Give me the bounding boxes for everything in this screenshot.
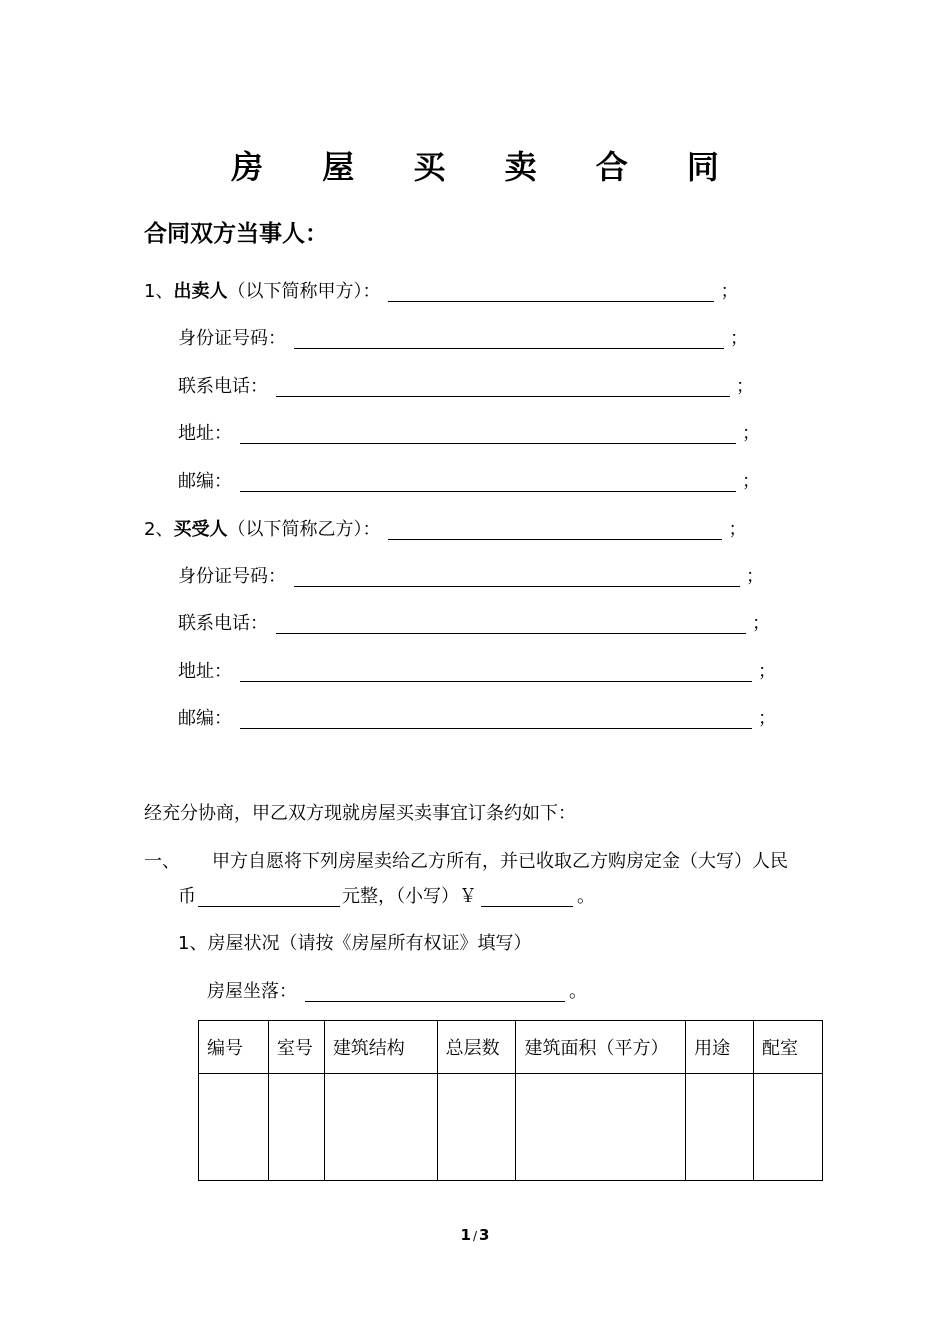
house-location-label: 房屋坐落： <box>207 981 297 1002</box>
table-cell[interactable] <box>437 1074 516 1181</box>
buyer-address-label: 地址： <box>178 661 232 682</box>
table-header-row <box>199 1021 823 1074</box>
house-location-blank[interactable] <box>305 979 565 1002</box>
buyer-phone-label: 联系电话： <box>178 613 268 634</box>
seller-address-label: 地址： <box>178 423 232 444</box>
clause1-text-start: 币 <box>178 886 196 907</box>
document-title: 房 屋 买 卖 合 同 <box>231 148 743 186</box>
buyer-phone-blank[interactable] <box>276 611 746 634</box>
buyer-id-blank[interactable] <box>294 564 740 587</box>
seller-role: 出卖人 <box>173 281 228 302</box>
page-separator: / <box>472 1229 478 1243</box>
table-cell[interactable] <box>199 1074 269 1181</box>
seller-id-label: 身份证号码： <box>178 328 286 349</box>
agreement-intro <box>144 800 576 828</box>
line-end: ； <box>736 376 754 397</box>
table-cell[interactable] <box>686 1074 754 1181</box>
seller-postcode-blank[interactable] <box>240 469 736 492</box>
seller-postcode-label: 邮编： <box>178 471 232 492</box>
table-header-cell: 总层数 <box>437 1021 516 1074</box>
page-number <box>0 1226 950 1244</box>
buyer-postcode-blank[interactable] <box>240 706 752 729</box>
seller-address-blank[interactable] <box>240 421 736 444</box>
buyer-name-blank[interactable] <box>388 517 722 540</box>
seller-postcode-line <box>178 468 760 496</box>
buyer-id-line <box>178 563 764 591</box>
house-info-table <box>198 1020 823 1181</box>
seller-id-blank[interactable] <box>294 326 724 349</box>
seller-role-note: （以下简称甲方）： <box>227 281 381 302</box>
house-status-heading <box>178 930 531 958</box>
clause1-line1 <box>144 848 788 876</box>
line-end: ； <box>728 519 747 540</box>
line-end: ； <box>730 328 748 349</box>
deposit-capital-blank[interactable] <box>198 884 340 907</box>
buyer-name-line <box>144 516 746 544</box>
seller-phone-label: 联系电话： <box>178 376 268 397</box>
house-location-line <box>207 978 587 1006</box>
seller-phone-line <box>178 373 754 401</box>
clause1-text-end: 。 <box>577 886 595 907</box>
line-end: ； <box>758 708 776 729</box>
line-end: ； <box>742 423 760 444</box>
table-cell[interactable] <box>268 1074 324 1181</box>
line-end: ； <box>720 281 739 302</box>
parties-heading: 合同双方当事人： <box>144 221 328 247</box>
total-pages: 3 <box>479 1226 490 1244</box>
line-end: ； <box>746 566 764 587</box>
clause1-line2 <box>178 883 595 911</box>
table-header-cell: 室号 <box>268 1021 324 1074</box>
table-header-cell: 建筑面积（平方） <box>516 1021 686 1074</box>
line-end: ； <box>752 613 770 634</box>
seller-phone-blank[interactable] <box>276 374 730 397</box>
clause1-text-line1: 甲方自愿将下列房屋卖给乙方所有，并已收取乙方购房定金（大写）人民 <box>212 851 788 872</box>
buyer-role-note: （以下简称乙方）： <box>227 519 381 540</box>
table-cell[interactable] <box>754 1074 823 1181</box>
house-status-heading-text: 1、房屋状况（请按《房屋所有权证》填写） <box>178 933 532 954</box>
agreement-intro-text: 经充分协商，甲乙双方现就房屋买卖事宜订条约如下： <box>144 803 576 824</box>
table-header-cell: 用途 <box>686 1021 754 1074</box>
buyer-postcode-line <box>178 705 776 733</box>
buyer-index: 2、 <box>144 519 174 540</box>
deposit-number-blank[interactable] <box>481 884 573 907</box>
seller-index: 1、 <box>144 281 174 302</box>
clause1-text-mid: 元整，（小写）￥ <box>342 886 477 907</box>
seller-address-line <box>178 420 760 448</box>
seller-name-blank[interactable] <box>388 279 714 302</box>
line-end: ； <box>758 661 776 682</box>
buyer-phone-line <box>178 610 770 638</box>
table-cell[interactable] <box>324 1074 437 1181</box>
seller-id-line <box>178 325 748 353</box>
line-end: ； <box>742 471 760 492</box>
buyer-role: 买受人 <box>173 519 228 540</box>
table-cell[interactable] <box>516 1074 686 1181</box>
house-location-end: 。 <box>569 981 587 1002</box>
table-header-cell: 编号 <box>199 1021 269 1074</box>
table-header-cell: 建筑结构 <box>324 1021 437 1074</box>
table-row <box>199 1074 823 1181</box>
clause1-number: 一、 <box>144 851 180 872</box>
current-page: 1 <box>460 1226 471 1244</box>
buyer-address-line <box>178 658 776 686</box>
buyer-id-label: 身份证号码： <box>178 566 286 587</box>
table-header-cell: 配室 <box>754 1021 823 1074</box>
seller-name-line <box>144 278 738 306</box>
buyer-address-blank[interactable] <box>240 659 752 682</box>
buyer-postcode-label: 邮编： <box>178 708 232 729</box>
